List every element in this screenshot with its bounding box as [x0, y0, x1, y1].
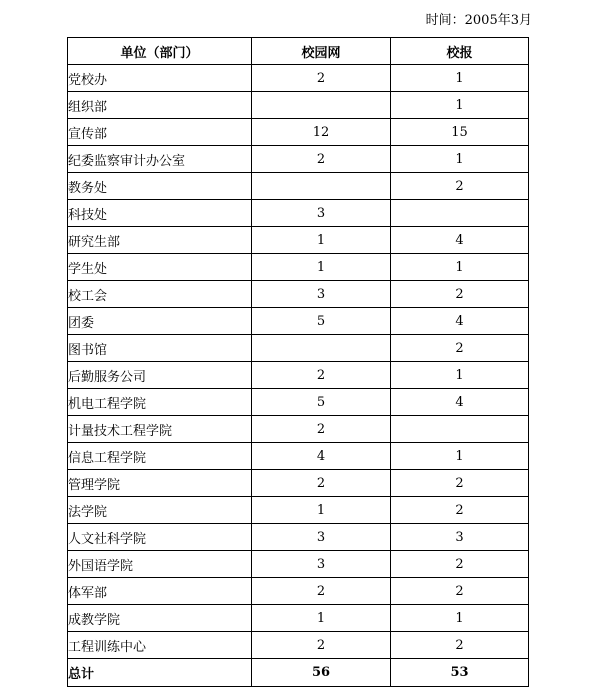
- school-paper-cell: 1: [391, 146, 529, 173]
- table-row: [68, 308, 529, 335]
- campus-net-cell: 1: [252, 605, 391, 632]
- campus-net-cell: 2: [252, 416, 391, 443]
- unit-cell: 宣传部: [68, 119, 252, 146]
- table-row: [68, 335, 529, 362]
- school-paper-cell: 1: [391, 605, 529, 632]
- table-header-row: [68, 38, 529, 65]
- campus-net-cell: 2: [252, 632, 391, 659]
- unit-cell: 团委: [68, 308, 252, 335]
- table-row: [68, 524, 529, 551]
- campus-net-cell: 1: [252, 254, 391, 281]
- unit-cell: 教务处: [68, 173, 252, 200]
- statistics-table: [67, 37, 529, 687]
- total-label: 总计: [68, 659, 252, 687]
- campus-net-cell: [252, 92, 391, 119]
- campus-net-cell: [252, 335, 391, 362]
- campus-net-cell: [252, 173, 391, 200]
- table-row: [68, 281, 529, 308]
- unit-cell: 组织部: [68, 92, 252, 119]
- school-paper-cell: 1: [391, 443, 529, 470]
- table-row: [68, 362, 529, 389]
- table-row: [68, 497, 529, 524]
- unit-cell: 机电工程学院: [68, 389, 252, 416]
- school-paper-cell: 2: [391, 281, 529, 308]
- header-campus-net: 校园网: [252, 38, 391, 65]
- school-paper-cell: 1: [391, 254, 529, 281]
- table-row: [68, 389, 529, 416]
- table-row: [68, 200, 529, 227]
- unit-cell: 校工会: [68, 281, 252, 308]
- table-row: [68, 254, 529, 281]
- campus-net-cell: 1: [252, 227, 391, 254]
- campus-net-cell: 2: [252, 146, 391, 173]
- table-row: [68, 605, 529, 632]
- campus-net-cell: 3: [252, 281, 391, 308]
- unit-cell: 党校办: [68, 65, 252, 92]
- school-paper-cell: 2: [391, 335, 529, 362]
- table-row: [68, 119, 529, 146]
- total-row: [68, 659, 529, 687]
- total-campus-net: 56: [252, 659, 391, 687]
- campus-net-cell: 2: [252, 65, 391, 92]
- table-row: [68, 470, 529, 497]
- campus-net-cell: 2: [252, 470, 391, 497]
- unit-cell: 工程训练中心: [68, 632, 252, 659]
- school-paper-cell: 2: [391, 497, 529, 524]
- unit-cell: 后勤服务公司: [68, 362, 252, 389]
- table-row: [68, 551, 529, 578]
- header-unit: 单位（部门）: [68, 38, 252, 65]
- school-paper-cell: 15: [391, 119, 529, 146]
- campus-net-cell: 2: [252, 362, 391, 389]
- campus-net-cell: 4: [252, 443, 391, 470]
- school-paper-cell: 3: [391, 524, 529, 551]
- campus-net-cell: 3: [252, 551, 391, 578]
- school-paper-cell: 4: [391, 389, 529, 416]
- school-paper-cell: 4: [391, 227, 529, 254]
- table-row: [68, 632, 529, 659]
- table-row: [68, 443, 529, 470]
- table-row: [68, 578, 529, 605]
- table-row: [68, 227, 529, 254]
- school-paper-cell: 2: [391, 551, 529, 578]
- school-paper-cell: 2: [391, 173, 529, 200]
- school-paper-cell: 4: [391, 308, 529, 335]
- campus-net-cell: 5: [252, 389, 391, 416]
- unit-cell: 科技处: [68, 200, 252, 227]
- unit-cell: 计量技术工程学院: [68, 416, 252, 443]
- school-paper-cell: 1: [391, 65, 529, 92]
- campus-net-cell: 3: [252, 200, 391, 227]
- school-paper-cell: 1: [391, 92, 529, 119]
- campus-net-cell: 2: [252, 578, 391, 605]
- unit-cell: 人文社科学院: [68, 524, 252, 551]
- date-label: 时间：2005年3月: [425, 13, 532, 28]
- school-paper-cell: 2: [391, 470, 529, 497]
- header-school-paper: 校报: [391, 38, 529, 65]
- school-paper-cell: 2: [391, 578, 529, 605]
- table-body: [68, 65, 529, 659]
- unit-cell: 图书馆: [68, 335, 252, 362]
- school-paper-cell: 1: [391, 362, 529, 389]
- unit-cell: 纪委监察审计办公室: [68, 146, 252, 173]
- table-row: [68, 65, 529, 92]
- campus-net-cell: 3: [252, 524, 391, 551]
- campus-net-cell: 12: [252, 119, 391, 146]
- total-school-paper: 53: [391, 659, 529, 687]
- table-row: [68, 173, 529, 200]
- unit-cell: 成教学院: [68, 605, 252, 632]
- school-paper-cell: [391, 416, 529, 443]
- unit-cell: 信息工程学院: [68, 443, 252, 470]
- unit-cell: 管理学院: [68, 470, 252, 497]
- table-row: [68, 92, 529, 119]
- table-row: [68, 416, 529, 443]
- campus-net-cell: 1: [252, 497, 391, 524]
- unit-cell: 学生处: [68, 254, 252, 281]
- unit-cell: 法学院: [68, 497, 252, 524]
- campus-net-cell: 5: [252, 308, 391, 335]
- unit-cell: 体军部: [68, 578, 252, 605]
- school-paper-cell: 2: [391, 632, 529, 659]
- unit-cell: 外国语学院: [68, 551, 252, 578]
- school-paper-cell: [391, 200, 529, 227]
- unit-cell: 研究生部: [68, 227, 252, 254]
- table-row: [68, 146, 529, 173]
